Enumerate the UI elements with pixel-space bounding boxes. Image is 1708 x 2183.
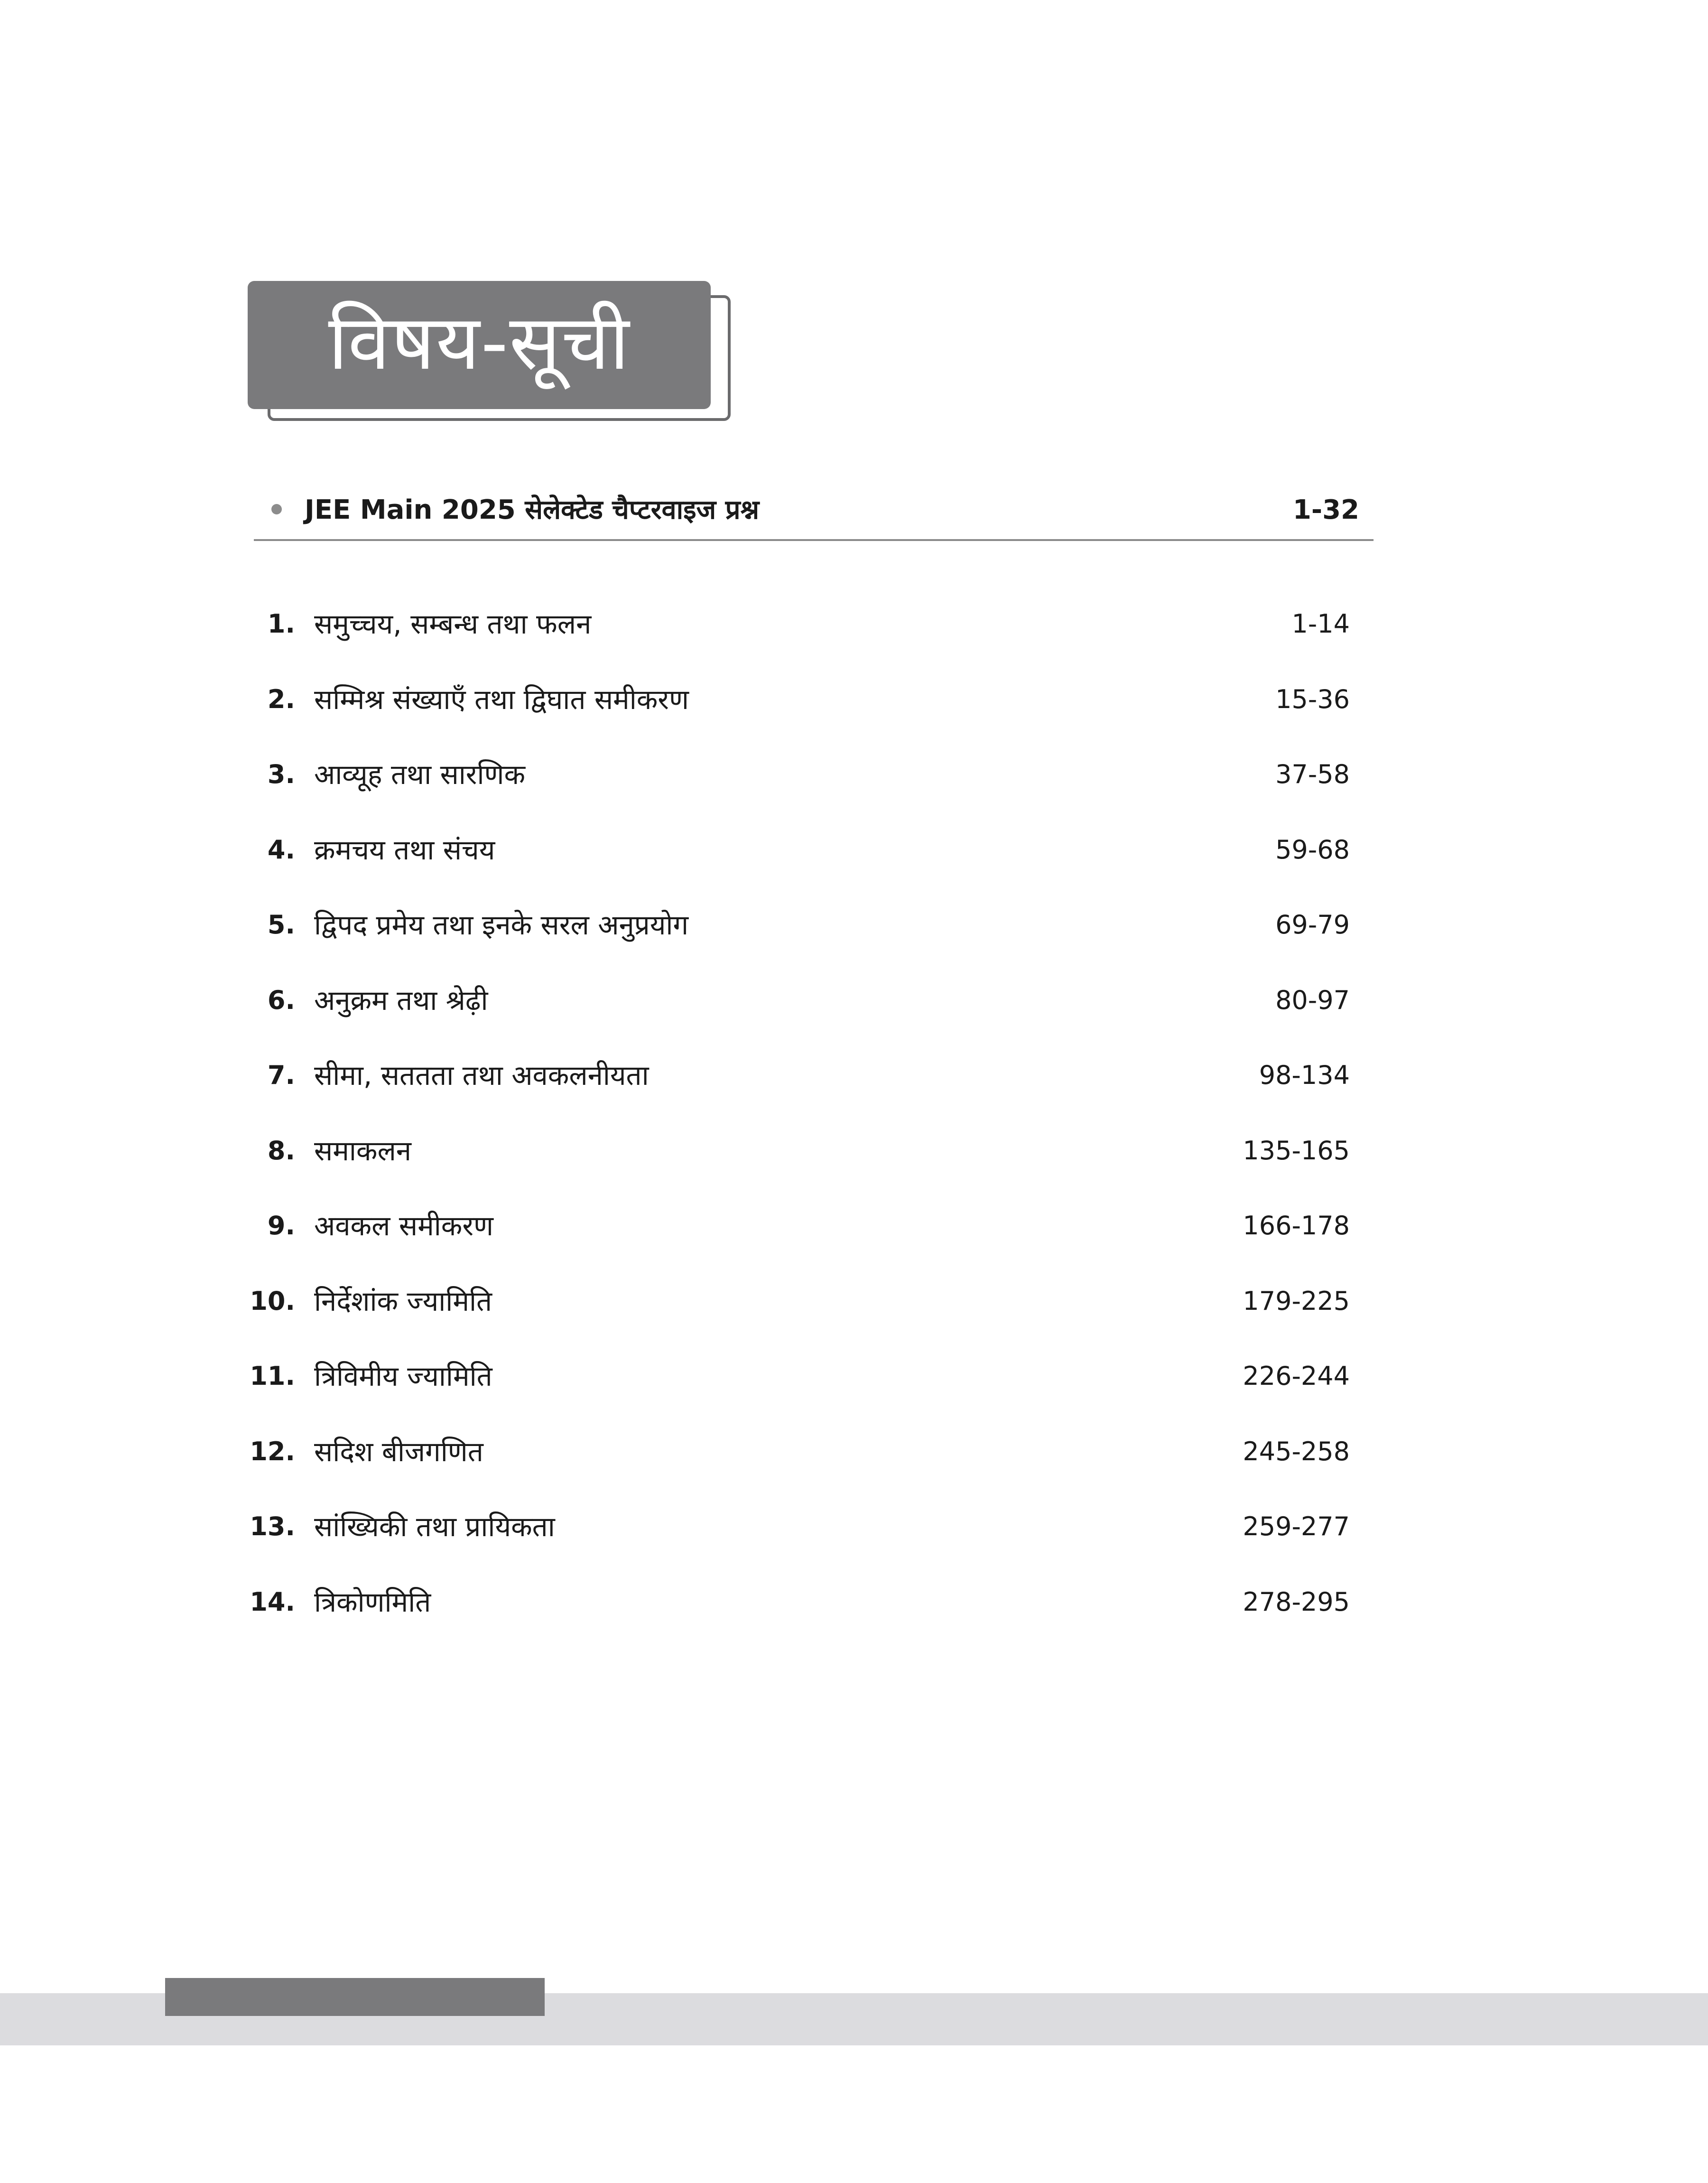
chapter-title: समुच्चय, सम्बन्ध तथा फलन xyxy=(314,608,592,640)
chapter-row[interactable] xyxy=(0,758,1708,833)
chapter-row[interactable] xyxy=(0,607,1708,683)
chapter-pages: 166-178 xyxy=(1243,1211,1350,1241)
title-box xyxy=(248,281,711,409)
chapter-row[interactable] xyxy=(0,1435,1708,1511)
chapter-pages: 135-165 xyxy=(1243,1135,1350,1166)
chapter-pages: 80-97 xyxy=(1275,985,1350,1015)
bullet-icon xyxy=(271,504,282,514)
chapter-pages: 69-79 xyxy=(1275,910,1350,940)
chapter-title: अनुक्रम तथा श्रेढ़ी xyxy=(314,984,488,1017)
featured-entry-pages: 1-32 xyxy=(1292,494,1359,525)
page-title: विषय-सूची xyxy=(328,298,631,387)
chapter-number: 4. xyxy=(267,834,295,865)
featured-entry-label: JEE Main 2025 सेलेक्टेड चैप्टरवाइज प्रश्न xyxy=(305,494,760,525)
title-block xyxy=(248,281,732,423)
featured-entry[interactable] xyxy=(254,494,1374,541)
chapter-row[interactable] xyxy=(0,1209,1708,1285)
chapter-pages: 37-58 xyxy=(1275,759,1350,789)
chapter-title: सांख्यिकी तथा प्रायिकता xyxy=(314,1511,555,1543)
chapter-row[interactable] xyxy=(0,984,1708,1059)
chapter-number: 5. xyxy=(267,910,295,940)
chapter-title: निर्देशांक ज्यामिति xyxy=(314,1285,492,1317)
chapter-number: 6. xyxy=(267,985,295,1015)
chapter-number: 10. xyxy=(250,1286,295,1316)
chapter-list xyxy=(0,607,1708,1661)
chapter-number: 3. xyxy=(267,759,295,789)
chapter-row[interactable] xyxy=(0,1586,1708,1661)
chapter-pages: 278-295 xyxy=(1243,1586,1350,1617)
chapter-number: 9. xyxy=(267,1211,295,1241)
chapter-title: त्रिविमीय ज्यामिति xyxy=(314,1360,492,1392)
chapter-row[interactable] xyxy=(0,683,1708,758)
chapter-row[interactable] xyxy=(0,1059,1708,1134)
chapter-number: 12. xyxy=(250,1436,295,1466)
chapter-pages: 245-258 xyxy=(1243,1436,1350,1466)
chapter-title: द्विपद प्रमेय तथा इनके सरल अनुप्रयोग xyxy=(314,909,689,941)
chapter-title: सीमा, सततता तथा अवकलनीयता xyxy=(314,1059,649,1092)
chapter-title: सदिश बीजगणित xyxy=(314,1435,483,1468)
chapter-pages: 15-36 xyxy=(1275,684,1350,714)
footer-tab xyxy=(165,1978,545,2016)
chapter-title: समाकलन xyxy=(314,1134,411,1167)
chapter-row[interactable] xyxy=(0,1360,1708,1435)
chapter-pages: 98-134 xyxy=(1259,1060,1350,1090)
chapter-number: 11. xyxy=(250,1361,295,1391)
chapter-number: 8. xyxy=(267,1135,295,1166)
chapter-pages: 59-68 xyxy=(1275,834,1350,865)
chapter-row[interactable] xyxy=(0,833,1708,909)
chapter-row[interactable] xyxy=(0,1134,1708,1210)
chapter-row[interactable] xyxy=(0,1510,1708,1586)
chapter-number: 1. xyxy=(267,609,295,639)
chapter-pages: 1-14 xyxy=(1291,609,1350,639)
chapter-row[interactable] xyxy=(0,1285,1708,1360)
chapter-number: 13. xyxy=(250,1511,295,1541)
chapter-number: 2. xyxy=(267,684,295,714)
chapter-title: क्रमचय तथा संचय xyxy=(314,833,495,866)
chapter-title: अवकल समीकरण xyxy=(314,1210,493,1242)
chapter-row[interactable] xyxy=(0,908,1708,984)
chapter-number: 14. xyxy=(250,1586,295,1617)
chapter-title: आव्यूह तथा सारणिक xyxy=(314,758,526,791)
chapter-title: त्रिकोणमिति xyxy=(314,1586,431,1618)
chapter-number: 7. xyxy=(267,1060,295,1090)
chapter-pages: 259-277 xyxy=(1243,1511,1350,1541)
chapter-pages: 179-225 xyxy=(1243,1286,1350,1316)
chapter-title: सम्मिश्र संख्याएँ तथा द्विघात समीकरण xyxy=(314,683,689,716)
chapter-pages: 226-244 xyxy=(1243,1361,1350,1391)
